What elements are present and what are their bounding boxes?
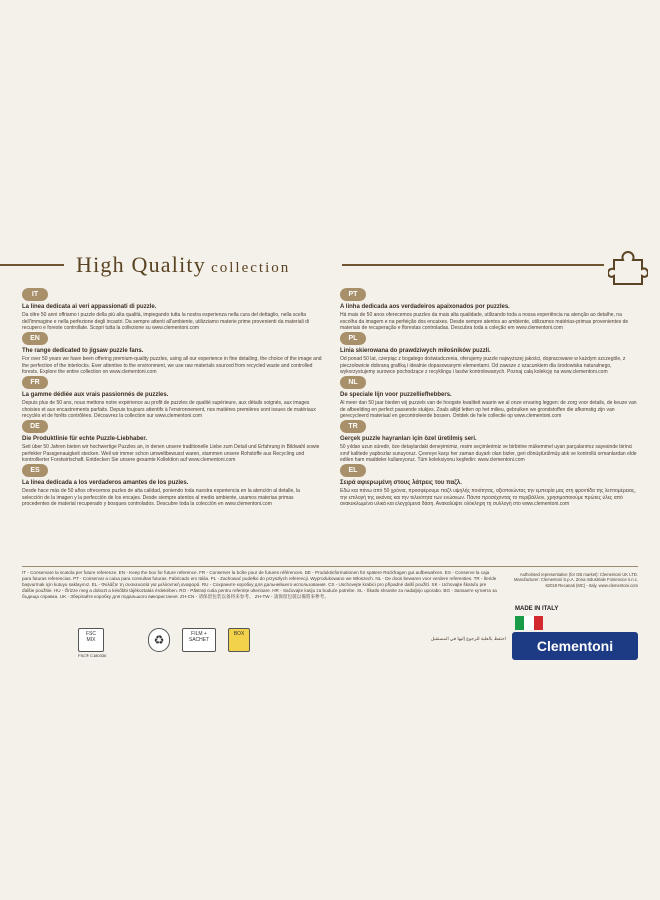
lang-block-it — [22, 288, 328, 332]
lang-title: Die Produktlinie für echte Puzzle-Liebhaber. — [22, 436, 148, 442]
lang-title: La línea dedicada a los verdaderos amantes de los puzles. — [22, 480, 189, 486]
lang-badge: IT — [22, 288, 48, 301]
clementoni-logo — [512, 632, 638, 660]
lang-title: Linia skierowana do prawdziwych miłośników puzzli. — [340, 348, 491, 354]
lang-text: Depuis plus de 50 ans, nous mettons notre expérience au profit de puzzles de qualité supérieure, aux détails soignés, aux images choisies et aux encastrements parfaits. Depuis toujours attentifs à l'environnement, nos matières premières sont issues de matériaux recyclés et de forêts contrôlées. Découvrez la collection sur www.clementoni.com — [22, 400, 316, 420]
fsc-code: FSC® C180336 — [78, 653, 107, 658]
lang-block-en — [22, 332, 328, 376]
title-big: High Quality — [76, 252, 206, 277]
lang-block-el — [340, 464, 646, 508]
left-language-column — [22, 288, 328, 508]
fsc-icon: FSC MIX — [78, 628, 104, 652]
lang-text: 50 yıldan uzun süredir, öze detaylardaki deneyimimiz, resim seçimlerimiz ve birbirine mükemmel uyan parçalarımız sayesinde birinci sınıf kalitede yapbozlar sunuyoruz. Çevreye karşı her zaman duyarlı olan bizler, geri dönüştürülmüş atık ve kontrollü ormanlardan elde edilen ham maddeler kullanıyoruz. Tüm koleksiyonu keşfedin: www.clementoni.com — [340, 444, 637, 464]
lang-title: A linha dedicada aos verdadeiros apaixonados por puzzles. — [340, 304, 510, 310]
brand-name: Clementoni — [536, 638, 614, 654]
recycle-icon: ♻ — [148, 628, 170, 652]
lang-badge: PT — [340, 288, 366, 301]
collection-title — [76, 252, 338, 278]
lang-block-nl — [340, 376, 646, 420]
lang-block-pl — [340, 332, 646, 376]
made-in-italy: MADE IN ITALY — [515, 606, 559, 612]
lang-text: Al meer dan 50 jaar bieden wij puzzels van de hoogste kwaliteit waarin we al onze ervaring leggen: de zorg voor details, de keuze van de afbeelding en perfect passende stukjes. Zoals altijd letten op het milieu, gebruiken we grondstoffen die afkomstig zijn van gerecycleerd materiaal en gecontroleerde bossen. Ontdek de hele collectie op www.clementoni.com — [340, 400, 637, 420]
lang-block-de — [22, 420, 328, 464]
lang-badge: FR — [22, 376, 48, 389]
lang-text: Desde hace más de 50 años ofrecemos puzles de alta calidad, poniendo toda nuestra experiencia en la atención al detalle, la selección de la imagen y la perfección de los encajes. Desde siempre atentos al medio ambiente, usamos materias primas procedentes de material recuperado y bosques controlados. Descubre toda la colección en www.clementoni.com — [22, 488, 300, 508]
lang-block-tr — [340, 420, 646, 464]
lang-badge: ES — [22, 464, 48, 477]
lang-text: Seit über 50 Jahren bieten wir hochwertige Puzzles an, in denen unsere traditionelle Liebe zum Detail und Erfahrung in Bildwahl sowie perfekter Passgenauigkeit stecken. Weil wir immer schon umweltbewusst waren, stammen unsere Rohstoffe aus Recycling und kontrollierter Forstwirtschaft. Entdecken Sie unsere gesamte Kollektion auf www.clementoni.com — [22, 444, 320, 464]
film-sachet-icon: FILM + SACHET — [182, 628, 216, 652]
title-small: collection — [211, 260, 291, 276]
lang-text: Εδώ και πάνω από 50 χρόνια, προσφέρουμε παζλ υψηλής ποιότητας, αξιοποιώντας την εμπειρία μας στη φροντίδα της λεπτομέρειας, την επιλογή της εικόνας και την τελειότητα των ενώσεων. Πάντα προσέχοντας το περιβάλλον, χρησιμοποιούμε πρώτες ύλες από ανακυκλωμένα υλικά και ελεγχόμενα δάση. Ανακαλύψτε ολόκληρη τη συλλογή στο www.clementoni.com — [340, 488, 636, 508]
lang-block-fr — [22, 376, 328, 420]
lang-title: De speciale lijn voor puzzelliefhebbers. — [340, 392, 452, 398]
authorized-representative: Authorised representative (for GB market): Clementoni UK LTD. Manufacturer: Clementoni S.p.A. Zona Industriale Fontenoce s.n.c. 62019 Recanati (MC) - Italy. www.clementoni.com — [513, 572, 638, 588]
arabic-notice: احتفظ بالعلبة للرجوع إليها في المستقبل — [430, 636, 506, 641]
lang-badge: TR — [340, 420, 366, 433]
lang-text: Há mais de 50 anos oferecemos puzzles da mais alta qualidade, utilizando toda a nossa experiência na atenção ao detalhe, na escolha da imagem e na perfeição dos encaixes. Desde sempre atentos ao ambiente, utilizamos matérias-primas provenientes de materiais de recuperação e florestas controladas. Descubra toda a coleção em www.clementoni.com — [340, 312, 629, 332]
lang-title: Σειρά αφιερωμένη στους λάτρεις του παζλ. — [340, 480, 462, 486]
lang-badge: NL — [340, 376, 366, 389]
lang-title: La gamme dédiée aux vrais passionnés de puzzles. — [22, 392, 169, 398]
multilang-notice: IT - Conservare la scatola per future referenze. EN - Keep the box for future reference. FR - Conserver la boîte pour de futures références. DE - Produktinformationen für spätere Rückfragen gut aufbewahren. ES - Conserve la caja para futuras referencias. PT - Conservar a caixa para consultas futuras. Fabricado em Itália. PL - Zachować pudełko do przyszłych referencji. Wyprodukowano we Włoszech. NL - De doos bewaren voor verdere referenties. TR - İleride başvurmak için kutuyu saklayınız. EL - Φυλάξτε τη συσκευασία για μελλοντική αναφορά. RU - Сохраните коробку для дальнейшего использования. CS - Uschovejte krabici pro případné další použití. SK - Uchovajte škatuľu pre ďalšie použitie. HU - Őrizze meg a dobozt a későbbi tájékoztatás érdekében. RO - Păstrați cutia pentru referințe ulterioare. HR - Sačuvajte kutiju za buduće potrebe. SL - Škatlo shranite za nadaljnjo uporabo. BG - Запазете кутията за бъдеща справка. UK - Зберігайте коробку для подальшого використання. ZH-CN - 请保留包装以备将来参考。 ZH-TW - 請保留包裝以備將來參考。 — [22, 570, 497, 599]
lang-title: La linea dedicata ai veri appassionati di puzzle. — [22, 304, 157, 310]
puzzle-piece-icon — [608, 248, 648, 288]
lang-title: The range dedicated to jigsaw puzzle fans. — [22, 348, 144, 354]
lang-badge: DE — [22, 420, 48, 433]
footer-divider — [22, 566, 638, 567]
box-icon: BOX — [228, 628, 250, 652]
lang-text: For over 50 years we have been offering premium-quality puzzles, using all our experience in fine detailing, the choice of the image and the perfection of the interlocks. Ever attentive to the environment, we use raw materials sourced from recycled waste and controlled forests. Explore the entire collection on www.clementoni.com — [22, 356, 322, 376]
lang-badge: PL — [340, 332, 366, 345]
lang-badge: EL — [340, 464, 366, 477]
header-rule-right — [342, 264, 604, 266]
lang-text: Od ponad 50 lat, czerpiąc z bogatego doświadczenia, oferujemy puzzle najwyższej jakości, dopracowane w każdym szczególe, z pieczołowicie dobraną grafiką i idealnie dopasowanymi elementami. Od zawsze z szacunkiem dla środowiska naturalnego, wykorzystujemy surowce pochodzące z recyklingu i lasów kontrolowanych. Poznaj całą kolekcję na www.clementoni.com — [340, 356, 626, 376]
lang-block-pt — [340, 288, 646, 332]
lang-title: Gerçek puzzle hayranları için özel üretilmiş seri. — [340, 436, 477, 442]
italy-flag-icon — [515, 616, 543, 630]
lang-badge: EN — [22, 332, 48, 345]
lang-text: Da oltre 50 anni offriamo i puzzle della più alta qualità, impiegando tutta la nostra esperienza nella cura del dettaglio, nella scelta dell'immagine e nella perfezione degli incastri. Da sempre attenti all'ambiente, utilizziamo materie prime provenienti da materiali di recupero e foreste controllate. Scopri tutta la collezione su www.clementoni.com — [22, 312, 310, 332]
collection-header — [0, 250, 660, 284]
header-rule-left — [0, 264, 64, 266]
right-language-column — [340, 288, 646, 508]
lang-block-es — [22, 464, 328, 508]
